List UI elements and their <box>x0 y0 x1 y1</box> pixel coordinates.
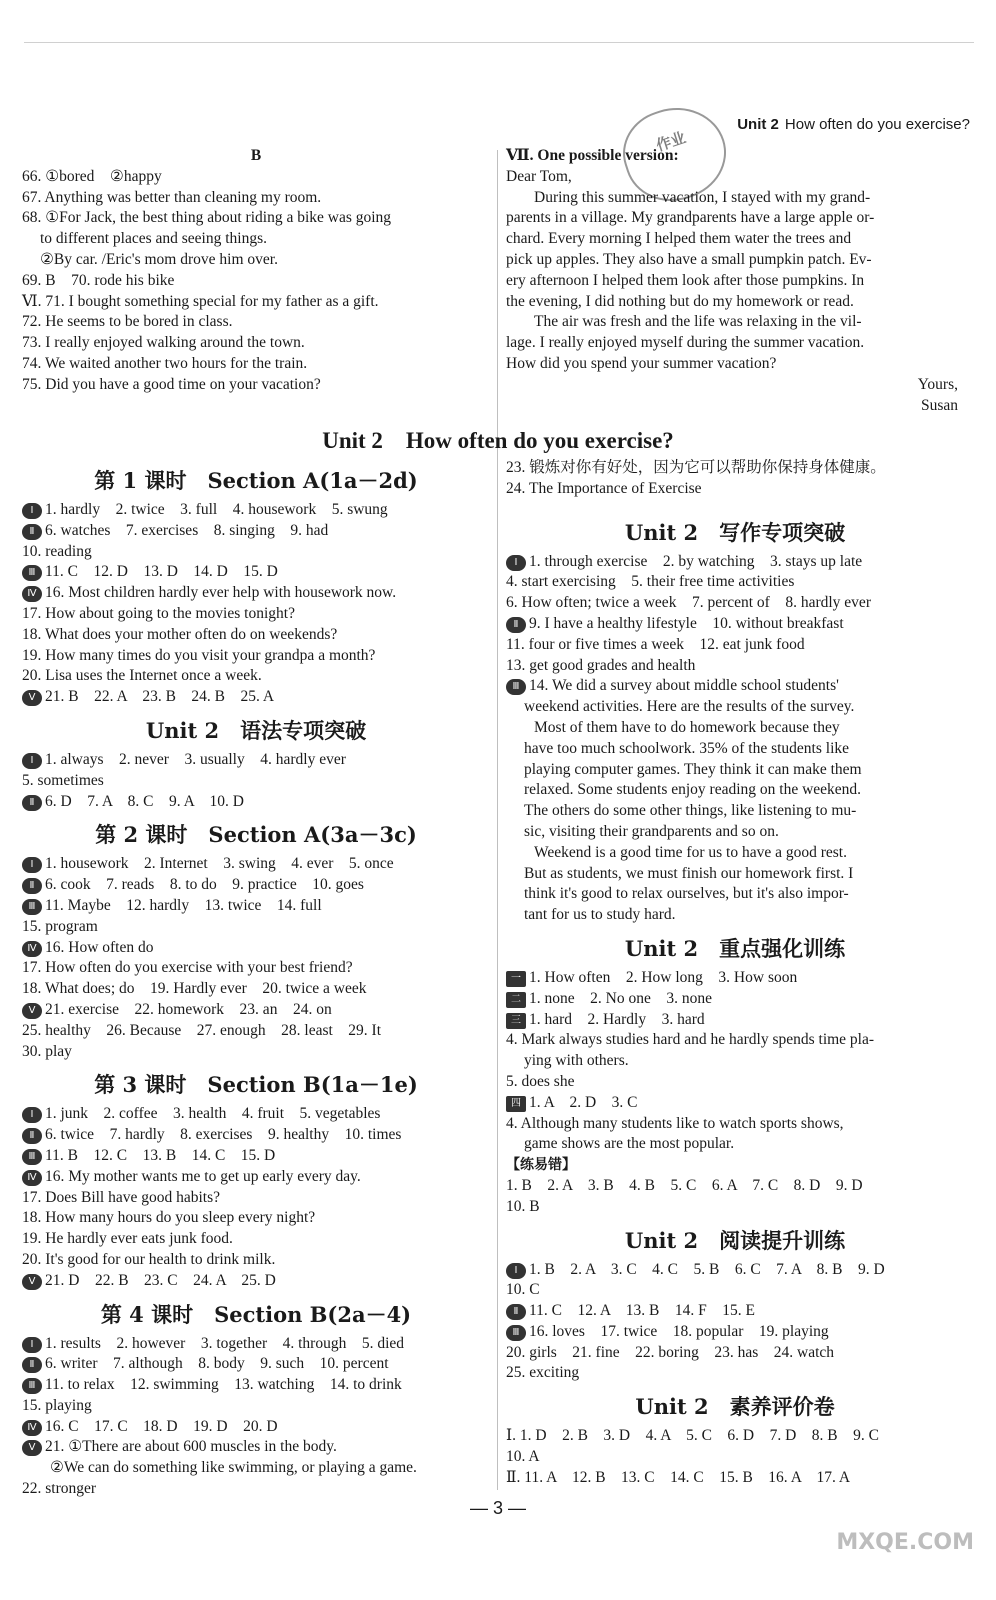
essay-line: think it's good to relax ourselves, but it's also impor- <box>524 885 849 903</box>
answer-line: ②We can do something like swimming, or playing a game. <box>50 1459 417 1477</box>
answer-line: 18. What does your mother often do on weekends? <box>22 625 338 643</box>
column-divider <box>497 150 498 1490</box>
answer-line: Ⅲ 11. Maybe 12. hardly 13. twice 14. full <box>22 896 490 917</box>
answer-line: 19. He hardly ever eats junk food. <box>22 1230 233 1248</box>
answer-line: Ⅲ 14. We did a survey about middle school students' <box>506 676 964 697</box>
letter-line: During this summer vacation, I stayed with my grand- <box>534 188 871 206</box>
running-header <box>737 116 970 133</box>
part-marker: 四 <box>506 1096 526 1112</box>
essay-line: relaxed. Some students enjoy reading on the weekend. <box>524 781 862 799</box>
essay-line: tant for us to study hard. <box>524 906 676 924</box>
answer-line: 4. Mark always studies hard and he hardly spends time pla- <box>506 1031 875 1049</box>
part-marker: Ⅲ <box>22 1378 42 1394</box>
part-marker: Ⅱ <box>506 1304 526 1320</box>
answer-line: ②By car. /Eric's mom drove him over. <box>40 250 278 268</box>
top-rule <box>24 42 974 43</box>
essay-line: weekend activities. Here are the results of the survey. <box>524 698 855 716</box>
section-title: 第 4 课时 Section B(2a－4) <box>100 1301 412 1327</box>
part-marker: Ⅲ <box>22 1149 42 1165</box>
answer-line: 6. How often; twice a week 7. percent of 8. hardly ever <box>506 594 871 612</box>
essay-line: playing computer games. They think it can make them <box>524 760 862 778</box>
part-marker: Ⅰ <box>22 1337 42 1353</box>
answer-line: ying with others. <box>524 1052 629 1070</box>
letter-line: the evening, I did nothing but do my homework or read. <box>506 292 854 310</box>
answer-line: 17. How often do you exercise with your best friend? <box>22 959 353 977</box>
essay-line: sic, visiting their grandparents and so on. <box>524 822 779 840</box>
section-title: Unit 2 素养评价卷 <box>635 1394 835 1420</box>
answer-line: 18. What does; do 19. Hardly ever 20. twice a week <box>22 980 367 998</box>
section-letter: B <box>250 147 262 164</box>
answer-line: 18. How many hours do you sleep every night? <box>22 1209 316 1227</box>
answer-line: Ⅱ 6. D 7. A 8. C 9. A 10. D <box>22 792 490 813</box>
answer-line: Ⅰ 1. junk 2. coffee 3. health 4. fruit 5. vegetables <box>22 1104 490 1125</box>
answer-line: Ⅴ 21. D 22. B 23. C 24. A 25. D <box>22 1271 490 1292</box>
answer-line: 17. Does Bill have good habits? <box>22 1188 221 1206</box>
answer-line: Ⅳ 16. C 17. C 18. D 19. D 20. D <box>22 1417 490 1438</box>
part-marker: Ⅰ <box>506 555 526 571</box>
part-marker: Ⅲ <box>506 679 526 695</box>
answer-line: 5. does she <box>506 1072 575 1090</box>
part-marker: Ⅱ <box>22 795 42 811</box>
answer-line: 20. girls 21. fine 22. boring 23. has 24. watch <box>506 1343 835 1361</box>
answer-line: 1. B 2. A 3. B 4. B 5. C 6. A 7. C 8. D 9. D <box>506 1176 863 1194</box>
answer-line: Ⅴ 21. ①There are about 600 muscles in the body. <box>22 1437 490 1458</box>
part-marker: Ⅱ <box>22 878 42 894</box>
answer-line: 30. play <box>22 1042 72 1060</box>
answer-line: 10. reading <box>22 542 92 560</box>
letter-line: How did you spend your summer vacation? <box>506 354 777 372</box>
essay-line: But as students, we must finish our homework first. I <box>524 864 854 882</box>
answer-line: 24. The Importance of Exercise <box>506 479 702 497</box>
answer-line: Ⅳ 16. Most children hardly ever help with housework now. <box>22 583 490 604</box>
answer-line: Ⅱ 6. writer 7. although 8. body 9. such 10. percent <box>22 1354 490 1375</box>
part-marker: Ⅱ <box>22 524 42 540</box>
part-marker: Ⅳ <box>22 941 42 957</box>
answer-line: Ⅲ 16. loves 17. twice 18. popular 19. playing <box>506 1322 964 1343</box>
letter-line: lage. I really enjoyed myself during the summer vacation. <box>506 334 865 352</box>
essay-line: Most of them have to do homework because they <box>534 718 840 736</box>
part-marker: Ⅰ <box>22 503 42 519</box>
answer-line: Ⅲ 11. C 12. D 13. D 14. D 15. D <box>22 562 490 583</box>
answer-line: 11. four or five times a week 12. eat junk food <box>506 635 805 653</box>
answer-line: Ⅰ 1. results 2. however 3. together 4. through 5. died <box>22 1334 490 1355</box>
answer-line: 25. healthy 26. Because 27. enough 28. least 29. It <box>22 1021 382 1039</box>
part-marker: Ⅲ <box>506 1325 526 1341</box>
answer-line: 一 1. How often 2. How long 3. How soon <box>506 968 964 989</box>
answer-line: Ⅰ 1. always 2. never 3. usually 4. hardly ever <box>22 750 490 771</box>
part-marker: Ⅱ <box>22 1128 42 1144</box>
part-marker: Ⅳ <box>22 1170 42 1186</box>
part-marker: Ⅱ <box>22 1357 42 1373</box>
answer-line: Ⅴ 21. B 22. A 23. B 24. B 25. A <box>22 687 490 708</box>
section-title: Unit 2 阅读提升训练 <box>624 1227 846 1253</box>
answer-line: Ⅳ 16. How often do <box>22 938 490 959</box>
letter-line: The air was fresh and the life was relaxing in the vil- <box>534 313 862 331</box>
right-column <box>506 458 964 1489</box>
letter-line: parents in a village. My grandparents have a large apple or- <box>506 209 875 227</box>
answer-line: 19. How many times do you visit your grandpa a month? <box>22 646 376 664</box>
answer-line: 15. playing <box>22 1396 92 1414</box>
section-title: Unit 2 写作专项突破 <box>624 519 846 545</box>
part-marker: Ⅱ <box>506 617 526 633</box>
answer-line: Ⅱ 9. I have a healthy lifestyle 10. without breakfast <box>506 614 964 635</box>
letter-heading: Ⅶ. One possible version: <box>506 147 679 164</box>
part-marker: Ⅰ <box>22 857 42 873</box>
watermark: MXQE.COM <box>836 1530 974 1555</box>
answer-line: 69. B 70. rode his bike <box>22 271 175 289</box>
answer-line: 68. ①For Jack, the best thing about riding a bike was going <box>22 209 392 227</box>
answer-line: Ⅱ 6. cook 7. reads 8. to do 9. practice 10. goes <box>22 875 490 896</box>
header-unit: Unit 2 <box>737 116 779 133</box>
answer-line: 10. A <box>506 1448 540 1466</box>
error-practice-label: 【练易错】 <box>506 1157 576 1174</box>
answer-line: 74. We waited another two hours for the train. <box>22 354 308 372</box>
answer-line: Ⅵ. 71. I bought something special for my father as a gift. <box>22 292 379 310</box>
part-marker: Ⅴ <box>22 690 42 706</box>
answer-line: Ⅰ 1. B 2. A 3. C 4. C 5. B 6. C 7. A 8. B 9. D <box>506 1260 964 1281</box>
section-title: Unit 2 重点强化训练 <box>624 935 846 961</box>
answer-line: 4. start exercising 5. their free time activities <box>506 573 795 591</box>
sample-letter <box>506 146 958 416</box>
answer-line: Ⅰ 1. through exercise 2. by watching 3. stays up late <box>506 552 964 573</box>
top-left-answers <box>22 146 490 396</box>
answer-line: Ⅱ 11. C 12. A 13. B 14. F 15. E <box>506 1301 964 1322</box>
answer-line: Ⅳ 16. My mother wants me to get up early every day. <box>22 1167 490 1188</box>
part-marker: Ⅰ <box>506 1263 526 1279</box>
answer-line: Ⅲ 11. B 12. C 13. B 14. C 15. D <box>22 1146 490 1167</box>
answer-line: 三 1. hard 2. Hardly 3. hard <box>506 1010 964 1031</box>
part-marker: Ⅳ <box>22 1420 42 1436</box>
answer-line: 73. I really enjoyed walking around the town. <box>22 334 305 352</box>
answer-line: game shows are the most popular. <box>524 1135 735 1153</box>
answer-line: 20. It's good for our health to drink milk. <box>22 1250 276 1268</box>
answer-line: Ⅰ 1. hardly 2. twice 3. full 4. housework 5. swung <box>22 500 490 521</box>
part-marker: Ⅰ <box>22 753 42 769</box>
part-marker: Ⅴ <box>22 1274 42 1290</box>
part-marker: 一 <box>506 971 526 987</box>
unit-title: Unit 2 How often do you exercise? <box>322 428 674 453</box>
header-title: How often do you exercise? <box>784 116 970 133</box>
letter-greeting: Dear Tom, <box>506 167 572 185</box>
letter-line: pick up apples. They also have a small pumpkin patch. Ev- <box>506 250 872 268</box>
section-title: 第 3 课时 Section B(1a－1e) <box>94 1072 418 1098</box>
page-number: — 3 — <box>469 1498 526 1518</box>
answer-line: Ⅴ 21. exercise 22. homework 23. an 24. on <box>22 1000 490 1021</box>
answer-line: 75. Did you have a good time on your vacation? <box>22 375 321 393</box>
letter-signature: Susan <box>920 396 958 414</box>
answer-line: 二 1. none 2. No one 3. none <box>506 989 964 1010</box>
part-marker: Ⅳ <box>22 586 42 602</box>
answer-line: Ⅰ 1. housework 2. Internet 3. swing 4. ever 5. once <box>22 854 490 875</box>
answer-line: 17. How about going to the movies tonight? <box>22 604 295 622</box>
essay-line: The others do some other things, like listening to mu- <box>524 802 857 820</box>
answer-line: 15. program <box>22 917 98 935</box>
part-marker: Ⅴ <box>22 1003 42 1019</box>
answer-line: 20. Lisa uses the Internet once a week. <box>22 667 262 685</box>
answer-line: 四 1. A 2. D 3. C <box>506 1093 964 1114</box>
letter-closing: Yours, <box>917 375 958 393</box>
answer-line: Ⅰ. 1. D 2. B 3. D 4. A 5. C 6. D 7. D 8. B 9. C <box>506 1427 879 1445</box>
answer-line: Ⅱ 6. twice 7. hardly 8. exercises 9. healthy 10. times <box>22 1125 490 1146</box>
part-marker: Ⅴ <box>22 1440 42 1456</box>
answer-line: 66. ①bored ②happy <box>22 167 162 185</box>
answer-line: 10. B <box>506 1197 540 1215</box>
letter-line: ery afternoon I helped them look after those pumpkins. In <box>506 271 865 289</box>
answer-line: 67. Anything was better than cleaning my room. <box>22 188 322 206</box>
section-title: 第 2 课时 Section A(3a－3c) <box>95 822 417 848</box>
left-column <box>22 458 490 1500</box>
answer-line: 4. Although many students like to watch sports shows, <box>506 1114 844 1132</box>
answer-line: 13. get good grades and health <box>506 656 696 674</box>
stamp-text: 作业 <box>653 128 689 155</box>
essay-line: Weekend is a good time for us to have a good rest. <box>534 843 847 861</box>
answer-line: to different places and seeing things. <box>40 230 267 248</box>
part-marker: Ⅲ <box>22 899 42 915</box>
section-title: 第 1 课时 Section A(1a－2d) <box>94 468 418 493</box>
answer-line: 10. C <box>506 1281 540 1299</box>
answer-line: 5. sometimes <box>22 771 104 789</box>
answer-line: Ⅲ 11. to relax 12. swimming 13. watching 14. to drink <box>22 1375 490 1396</box>
answer-line: Ⅱ. 11. A 12. B 13. C 14. C 15. B 16. A 17. A <box>506 1468 851 1486</box>
answer-line: 22. stronger <box>22 1480 97 1498</box>
section-title: Unit 2 语法专项突破 <box>145 717 367 743</box>
answer-line: Ⅱ 6. watches 7. exercises 8. singing 9. had <box>22 521 490 542</box>
answer-line: 23. 锻炼对你有好处，因为它可以帮助你保持身体健康。 <box>506 459 886 476</box>
part-marker: Ⅰ <box>22 1107 42 1123</box>
answer-line: 72. He seems to be bored in class. <box>22 313 233 331</box>
part-marker: Ⅲ <box>22 565 42 581</box>
letter-line: chard. Every morning I helped them water the trees and <box>506 230 852 248</box>
part-marker: 三 <box>506 1013 526 1029</box>
answer-line: 25. exciting <box>506 1364 580 1382</box>
essay-line: have too much schoolwork. 35% of the students like <box>524 739 850 757</box>
part-marker: 二 <box>506 992 526 1008</box>
